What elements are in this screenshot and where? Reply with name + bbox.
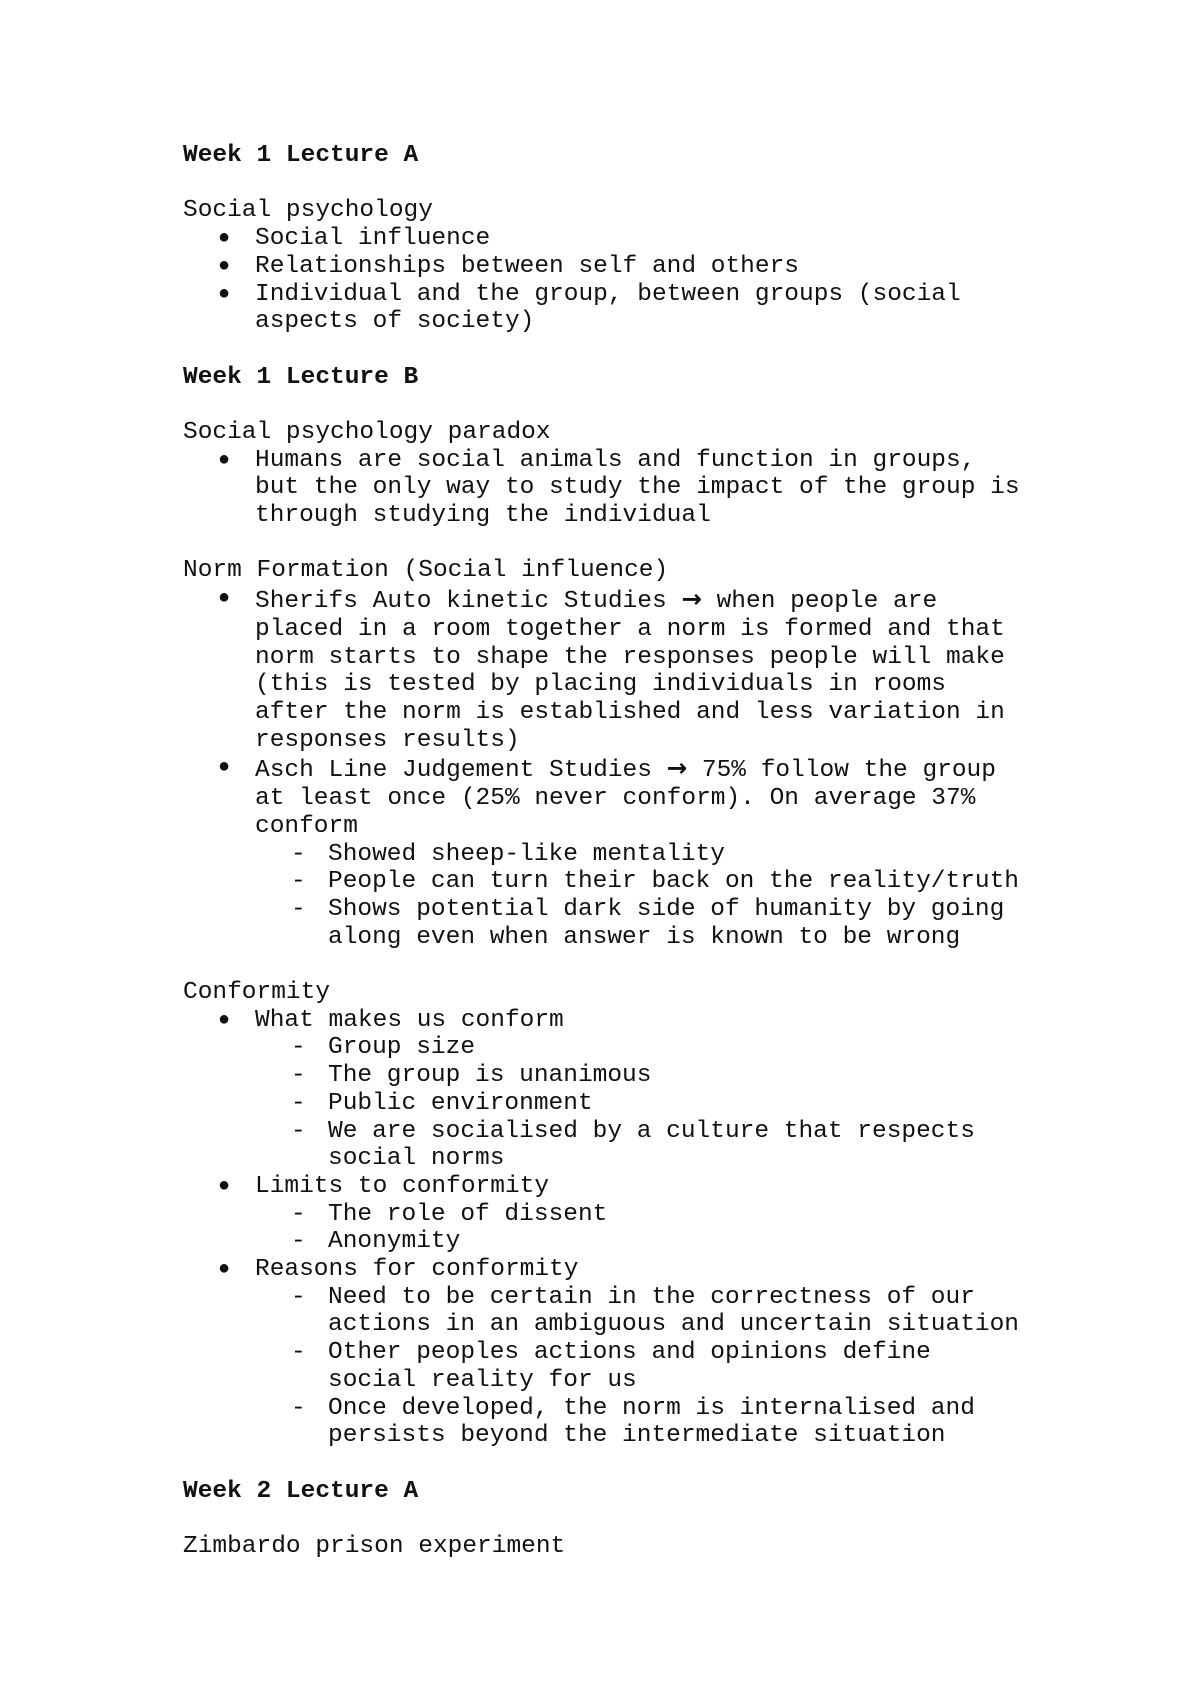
sub-list-item: - Anonymity	[291, 1228, 461, 1256]
topic-title: Conformity	[183, 979, 331, 1007]
list-item: ● Social influence	[218, 225, 491, 253]
dash-icon: -	[291, 1062, 306, 1090]
bullet-icon: ●	[218, 1258, 231, 1282]
bullet-icon: ●	[218, 448, 231, 472]
dash-icon: -	[291, 1394, 306, 1422]
list-item: ● Humans are social animals and function in groups, but the only way to study the impact of the group is through studying the individual	[218, 446, 1020, 530]
sub-list-item: - Once developed, the norm is internalised and persists beyond the intermediate situation	[291, 1394, 975, 1450]
dash-icon: -	[291, 1117, 306, 1145]
sub-list-item: - The group is unanimous	[291, 1062, 652, 1090]
sub-list-item: - Group size	[291, 1034, 476, 1062]
bullet-icon: ●	[218, 227, 231, 251]
list-item: ● Limits to conformity	[218, 1172, 550, 1200]
dash-icon: -	[291, 840, 306, 868]
sub-list-item: - Showed sheep-like mentality	[291, 840, 725, 868]
bullet-icon: ●	[218, 587, 231, 611]
list-item: ● Sherifs Auto kinetic Studies → when people are placed in a room together a norm is formed and that norm starts to shape the responses people will make (this is tested by placing individuals in rooms after the norm is established and less variation in responses results)	[218, 584, 1005, 754]
bullet-icon: ●	[218, 254, 231, 278]
sub-list-item: - Public environment	[291, 1089, 593, 1117]
document-body	[183, 142, 1083, 1561]
dash-icon: -	[291, 868, 306, 896]
dash-icon: -	[291, 1200, 306, 1228]
arrow-right-icon: →	[666, 753, 688, 783]
list-item: ● Relationships between self and others	[218, 252, 799, 280]
sub-list-item: - We are socialised by a culture that respects social norms	[291, 1117, 975, 1173]
list-item: ● Reasons for conformity	[218, 1256, 579, 1284]
dash-icon: -	[291, 1339, 306, 1367]
section-heading: Week 1 Lecture A	[183, 142, 419, 169]
dash-icon: -	[291, 1089, 306, 1117]
bullet-icon: ●	[218, 1008, 231, 1032]
dash-icon: -	[291, 1283, 306, 1311]
topic-title: Zimbardo prison experiment	[183, 1533, 566, 1561]
bullet-icon: ●	[218, 282, 231, 306]
sub-list-item: - Other peoples actions and opinions define social reality for us	[291, 1339, 931, 1394]
sub-list-item: - The role of dissent	[291, 1200, 608, 1228]
sub-list-item: - People can turn their back on the reality/truth	[291, 868, 1020, 896]
bullet-icon: ●	[218, 756, 231, 780]
bullet-icon: ●	[218, 1174, 231, 1198]
topic-title: Norm Formation (Social influence)	[183, 557, 669, 585]
arrow-right-icon: →	[681, 584, 702, 614]
dash-icon: -	[291, 1034, 306, 1062]
topic-title: Social psychology	[183, 197, 433, 225]
dash-icon: -	[291, 1228, 306, 1256]
list-item: ● Asch Line Judgement Studies → 75% follow the group at least once (25% never conform). On average 37% conform	[218, 753, 996, 840]
list-item: ● What makes us conform	[218, 1006, 564, 1034]
dash-icon: -	[291, 895, 306, 923]
sub-list-item: - Need to be certain in the correctness of our actions in an ambiguous and uncertain situation	[291, 1283, 1020, 1339]
section-heading: Week 1 Lecture B	[183, 363, 419, 391]
list-item: ● Individual and the group, between groups (social aspects of society)	[218, 280, 961, 336]
section-heading: Week 2 Lecture A	[183, 1477, 419, 1505]
topic-title: Social psychology paradox	[183, 418, 551, 446]
sub-list-item: - Shows potential dark side of humanity by going along even when answer is known to be wrong	[291, 895, 1005, 951]
